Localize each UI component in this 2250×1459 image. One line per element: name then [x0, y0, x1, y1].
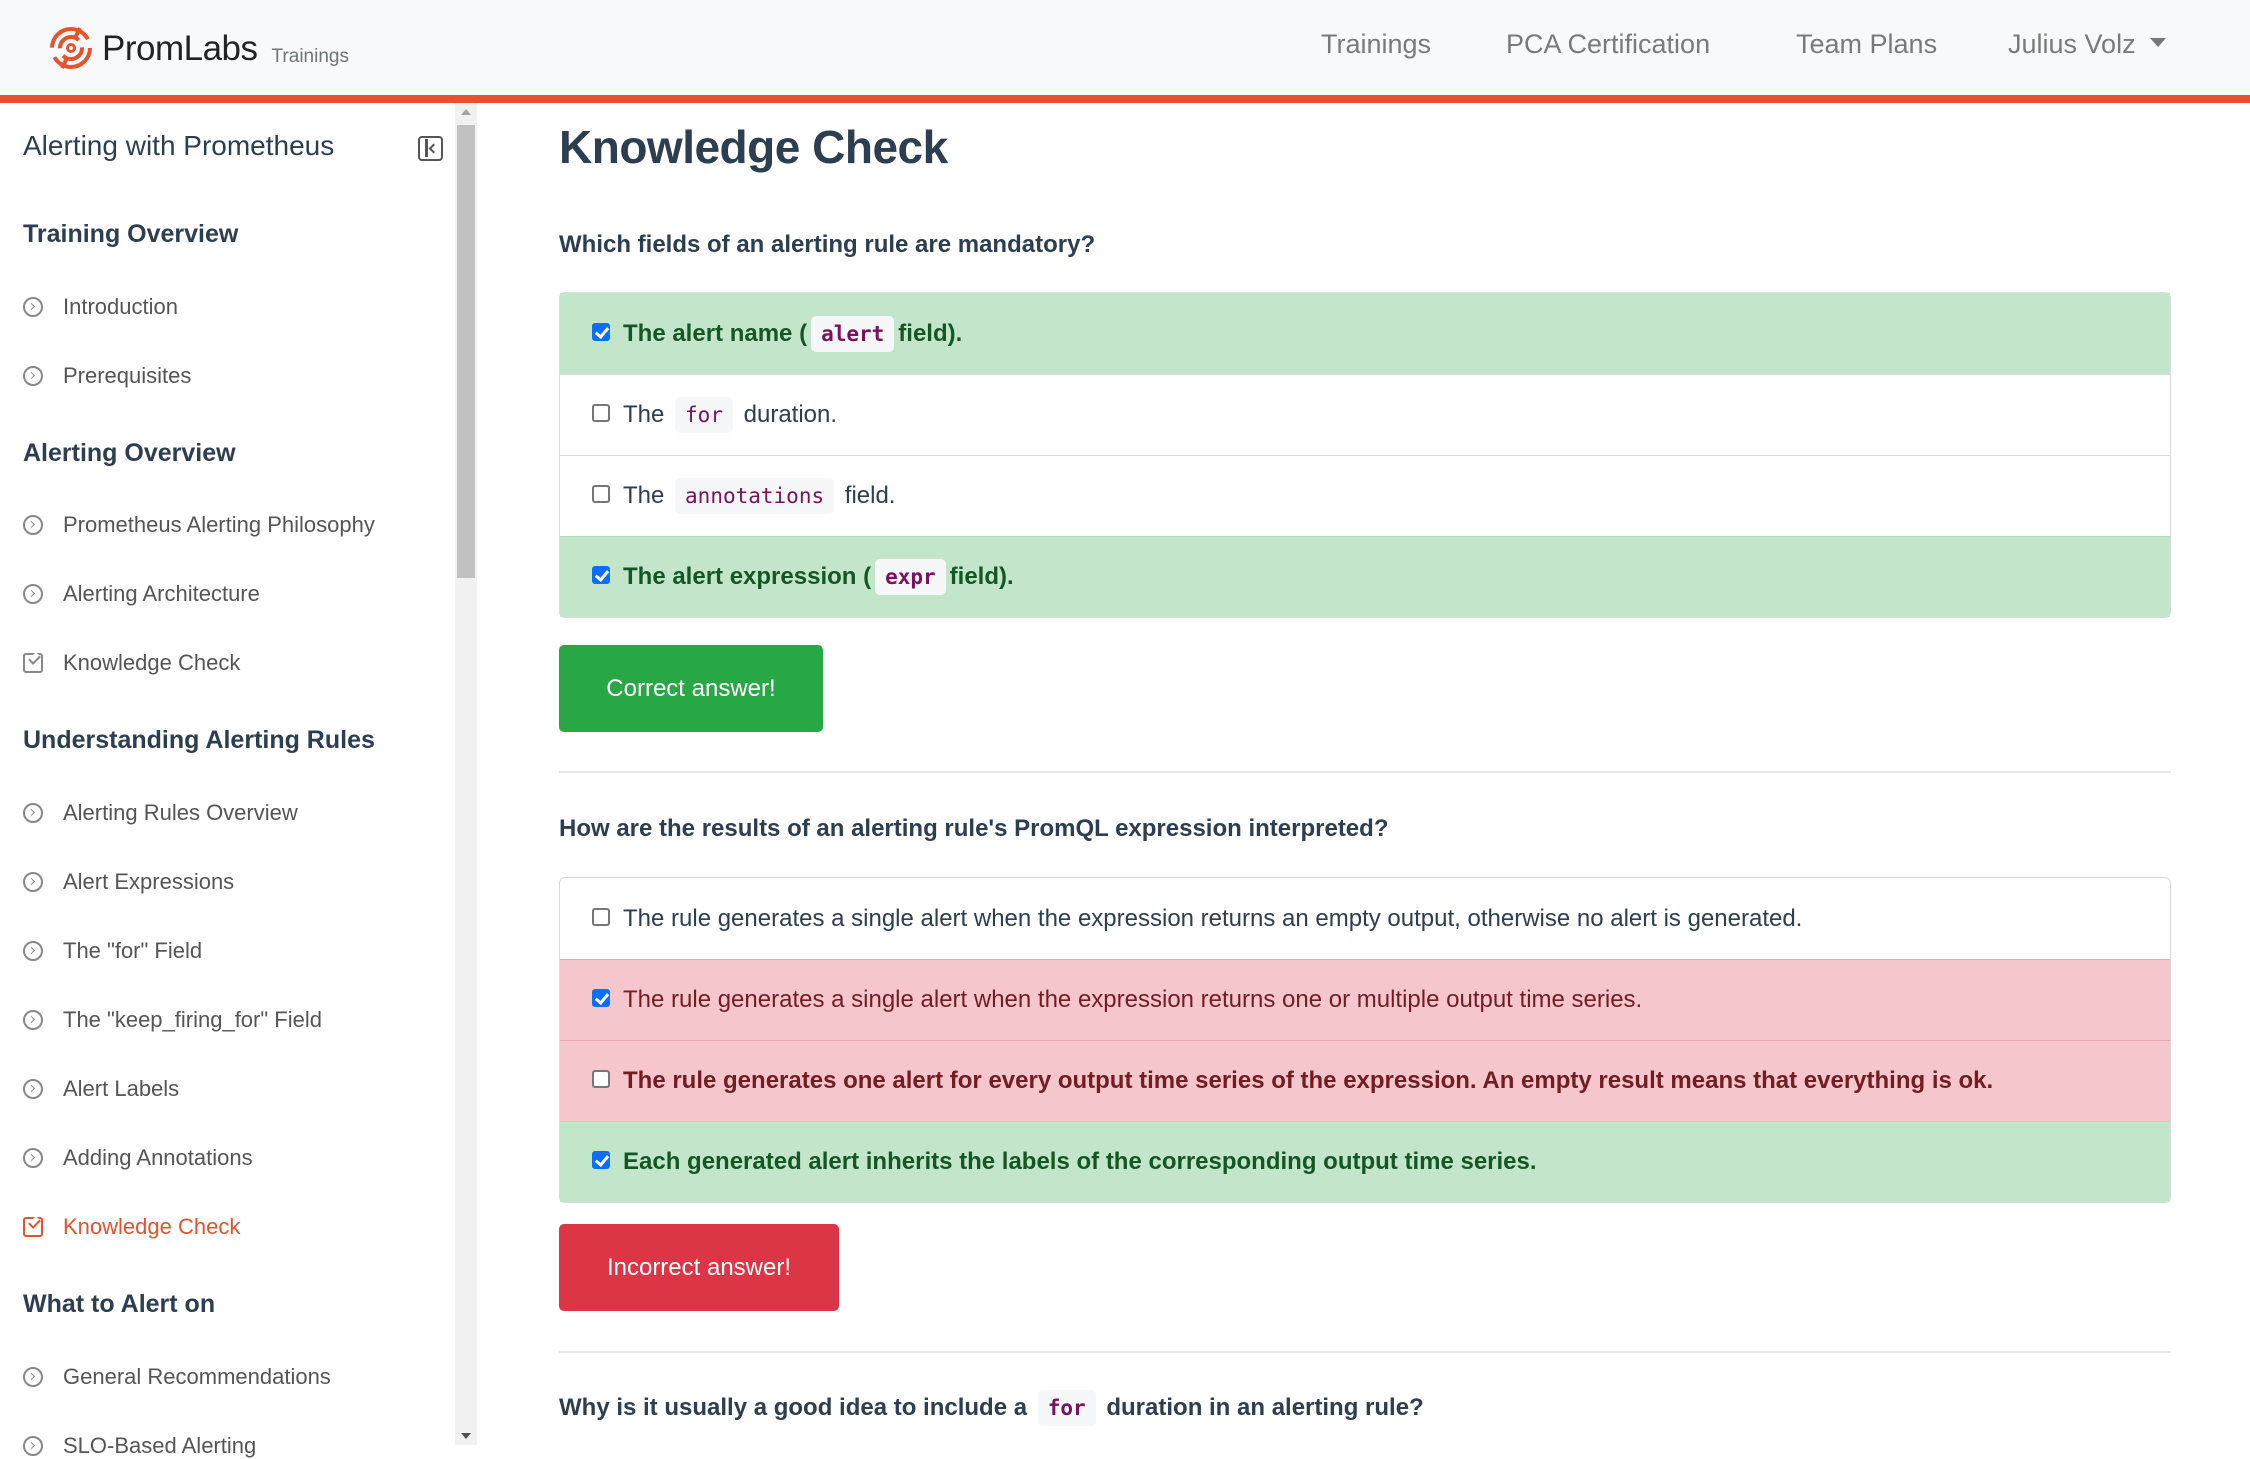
- sidebar-item-label: The "for" Field: [63, 938, 203, 963]
- question-2: How are the results of an alerting rule's PromQL expression interpreted?: [559, 815, 1389, 842]
- course-sidebar: [0, 103, 455, 1458]
- answer-option[interactable]: [560, 878, 2170, 959]
- circle-chevron-icon: [23, 941, 43, 961]
- top-navbar: [0, 0, 2250, 95]
- sidebar-item-alerting-rules-overview[interactable]: [23, 800, 298, 826]
- answer-option[interactable]: [560, 374, 2170, 455]
- sidebar-item-prerequisites[interactable]: [23, 363, 191, 389]
- checkbox-unchecked[interactable]: [592, 1070, 610, 1088]
- question-text: Why is it usually a good idea to include a: [559, 1394, 1028, 1421]
- sidebar-item-prometheus-alerting-philosophy[interactable]: [23, 512, 375, 538]
- nav-pca-certification[interactable]: PCA Certification: [1506, 29, 1711, 59]
- divider: [559, 771, 2171, 773]
- answer-option[interactable]: [560, 959, 2170, 1040]
- page-title: Knowledge Check: [559, 121, 948, 173]
- answer-option[interactable]: [560, 1040, 2170, 1121]
- answer-text: The rule generates one alert for every output time series of the expression. An empty result means that everything is ok.: [623, 1067, 1994, 1094]
- code-snippet: expr: [875, 559, 946, 595]
- circle-chevron-icon: [23, 1436, 43, 1456]
- sidebar-item-alerting-architecture[interactable]: [23, 581, 260, 607]
- sidebar-scrollbar[interactable]: [455, 103, 477, 1445]
- sidebar-item-label: Introduction: [63, 294, 178, 319]
- brand-name: PromLabs: [102, 29, 258, 68]
- scroll-up-arrow-icon[interactable]: [461, 109, 471, 115]
- checkbox-checked[interactable]: [592, 989, 610, 1007]
- sidebar-item-knowledge-check-1[interactable]: [23, 650, 240, 676]
- section-heading: Training Overview: [23, 220, 239, 248]
- caret-down-icon: [2150, 38, 2166, 47]
- answer-option[interactable]: [560, 455, 2170, 536]
- section-heading: What to Alert on: [23, 1290, 216, 1318]
- sidebar-item-adding-annotations[interactable]: [23, 1145, 253, 1171]
- sidebar-item-label: SLO-Based Alerting: [63, 1433, 257, 1458]
- sidebar-item-label: Alerting Architecture: [63, 581, 260, 606]
- sidebar-item-for-field[interactable]: [23, 938, 202, 964]
- question-text: duration in an alerting rule?: [1106, 1394, 1424, 1421]
- sidebar-item-label: The "keep_firing_for" Field: [63, 1007, 322, 1032]
- nav-team-plans[interactable]: Team Plans: [1796, 29, 1938, 59]
- sidebar-item-label: Alert Expressions: [63, 869, 235, 894]
- circle-chevron-icon: [23, 297, 43, 317]
- circle-chevron-icon: [23, 1010, 43, 1030]
- checkbox-icon: [23, 1217, 43, 1237]
- promlabs-logo-icon: [48, 24, 94, 72]
- sidebar-item-alert-labels[interactable]: [23, 1076, 179, 1102]
- checkbox-checked[interactable]: [592, 566, 610, 584]
- sidebar-item-slo-based-alerting[interactable]: [23, 1433, 256, 1459]
- sidebar-item-general-recommendations[interactable]: [23, 1364, 331, 1390]
- code-snippet: for: [1038, 1390, 1096, 1426]
- circle-chevron-icon: [23, 1367, 43, 1387]
- user-name: Julius Volz: [2008, 29, 2136, 59]
- answer-option[interactable]: [560, 293, 2170, 374]
- answer-text: The: [623, 482, 665, 509]
- correct-answer-button[interactable]: Correct answer!: [559, 645, 823, 732]
- main-content: [559, 103, 2171, 1445]
- section-heading: Alerting Overview: [23, 439, 236, 467]
- sidebar-item-knowledge-check-active[interactable]: [23, 1214, 240, 1240]
- sidebar-item-label: Knowledge Check: [63, 1214, 241, 1239]
- checkbox-checked[interactable]: [592, 323, 610, 341]
- course-title: Alerting with Prometheus: [23, 130, 335, 161]
- sidebar-item-label: General Recommendations: [63, 1364, 331, 1389]
- header-accent-bar: [0, 95, 2250, 103]
- scroll-down-arrow-icon[interactable]: [461, 1433, 471, 1439]
- section-heading: Understanding Alerting Rules: [23, 726, 375, 754]
- answer-option[interactable]: [560, 1121, 2170, 1202]
- sidebar-item-label: Prerequisites: [63, 363, 192, 388]
- divider: [559, 1351, 2171, 1353]
- checkbox-unchecked[interactable]: [592, 404, 610, 422]
- sidebar-item-introduction[interactable]: [23, 294, 178, 320]
- circle-chevron-icon: [23, 803, 43, 823]
- circle-chevron-icon: [23, 515, 43, 535]
- question-1: Which fields of an alerting rule are mandatory?: [559, 231, 1096, 258]
- sidebar-item-label: Knowledge Check: [63, 650, 241, 675]
- sidebar-item-label: Prometheus Alerting Philosophy: [63, 512, 375, 537]
- checkbox-unchecked[interactable]: [592, 908, 610, 926]
- answer-option[interactable]: [560, 536, 2170, 617]
- answer-text: The rule generates a single alert when the expression returns an empty output, otherwise no alert is generated.: [623, 904, 1803, 932]
- answer-text: field.: [844, 482, 896, 509]
- scrollbar-thumb[interactable]: [457, 125, 475, 578]
- answer-list-1: [559, 292, 2171, 618]
- sidebar-item-label: Alert Labels: [63, 1076, 180, 1101]
- checkbox-icon: [23, 653, 43, 673]
- circle-chevron-icon: [23, 366, 43, 386]
- answer-text: The alert name (: [623, 319, 808, 347]
- sidebar-item-label: Adding Annotations: [63, 1145, 253, 1170]
- answer-text: duration.: [743, 401, 838, 428]
- sidebar-collapse-icon[interactable]: [418, 136, 443, 161]
- circle-chevron-icon: [23, 1148, 43, 1168]
- answer-text: field).: [898, 319, 963, 347]
- checkbox-checked[interactable]: [592, 1151, 610, 1169]
- code-snippet: for: [675, 397, 733, 433]
- code-snippet: annotations: [675, 478, 834, 514]
- sidebar-item-alert-expressions[interactable]: [23, 869, 234, 895]
- checkbox-unchecked[interactable]: [592, 485, 610, 503]
- question-3: [559, 1394, 1424, 1422]
- answer-text: The alert expression (: [623, 563, 872, 590]
- code-snippet: alert: [811, 316, 894, 352]
- answer-list-2: [559, 877, 2171, 1203]
- circle-chevron-icon: [23, 1079, 43, 1099]
- answer-text: Each generated alert inherits the labels of the corresponding output time series.: [623, 1148, 1537, 1175]
- nav-trainings[interactable]: Trainings: [1321, 29, 1432, 59]
- circle-chevron-icon: [23, 584, 43, 604]
- circle-chevron-icon: [23, 872, 43, 892]
- brand-link[interactable]: [48, 24, 349, 72]
- sidebar-item-keep-firing-for-field[interactable]: [23, 1007, 322, 1033]
- answer-text: field).: [949, 563, 1014, 590]
- sidebar-item-label: Alerting Rules Overview: [63, 800, 298, 825]
- brand-subtitle: Trainings: [271, 46, 349, 67]
- incorrect-answer-button[interactable]: Incorrect answer!: [559, 1224, 839, 1311]
- answer-text: The: [623, 401, 665, 428]
- user-menu-dropdown[interactable]: [2008, 29, 2166, 60]
- answer-text: The rule generates a single alert when the expression returns one or multiple output time series.: [623, 986, 1643, 1013]
